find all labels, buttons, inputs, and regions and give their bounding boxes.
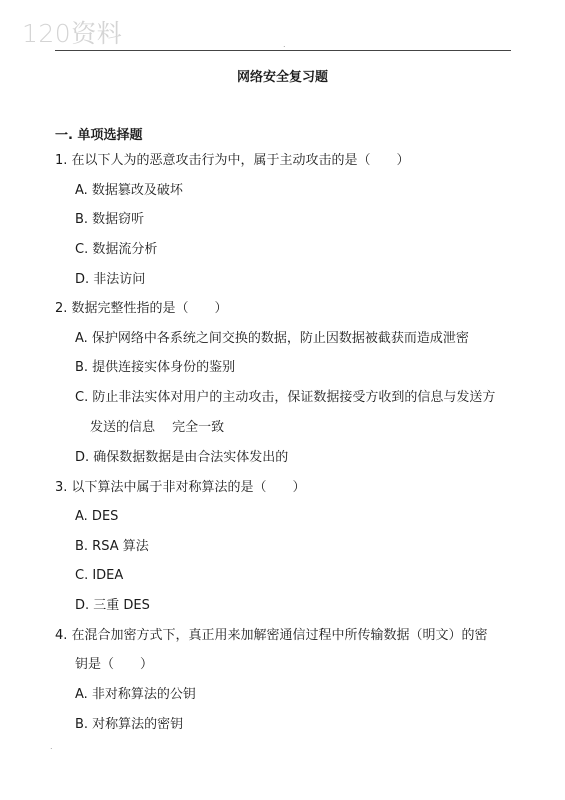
option: A. 保护网络中各系统之间交换的数据，防止因数据被截获而造成泄密 — [75, 331, 469, 346]
question-stem-continuation: 钥是（ ） — [75, 657, 154, 672]
question-stem: 4. 在混合加密方式下，真正用来加解密通信过程中所传输数据（明文）的密 — [55, 628, 488, 643]
option: B. 提供连接实体身份的鉴别 — [75, 360, 236, 375]
option: C. 防止非法实体对用户的主动攻击，保证数据接受方收到的信息与发送方 — [75, 390, 496, 405]
option-continuation: 发送的信息 完全一致 — [90, 420, 225, 435]
watermark-logo: 120资料 — [22, 19, 123, 48]
option: D. 确保数据数据是由合法实体发出的 — [75, 450, 289, 465]
option: C. 数据流分析 — [75, 242, 158, 257]
page-mark-bottom: . — [50, 742, 53, 751]
option: B. 数据窃听 — [75, 212, 145, 227]
option: A. 数据篡改及破坏 — [75, 183, 183, 198]
question-stem: 2. 数据完整性指的是（ ） — [55, 301, 228, 316]
option: D. 非法访问 — [75, 272, 146, 287]
page-mark: . — [283, 40, 286, 49]
question-stem: 1. 在以下人为的恶意攻击行为中，属于主动攻击的是（ ） — [55, 153, 410, 168]
option: C. IDEA — [75, 568, 124, 583]
option: A. DES — [75, 509, 119, 524]
header-rule — [55, 50, 511, 51]
question-stem: 3. 以下算法中属于非对称算法的是（ ） — [55, 480, 306, 495]
option: B. 对称算法的密钥 — [75, 717, 184, 732]
option: A. 非对称算法的公钥 — [75, 687, 196, 702]
option: D. 三重 DES — [75, 598, 150, 613]
option: B. RSA 算法 — [75, 539, 149, 554]
section-heading: 一. 单项选择题 — [55, 128, 143, 143]
document-title: 网络安全复习题 — [236, 70, 328, 85]
